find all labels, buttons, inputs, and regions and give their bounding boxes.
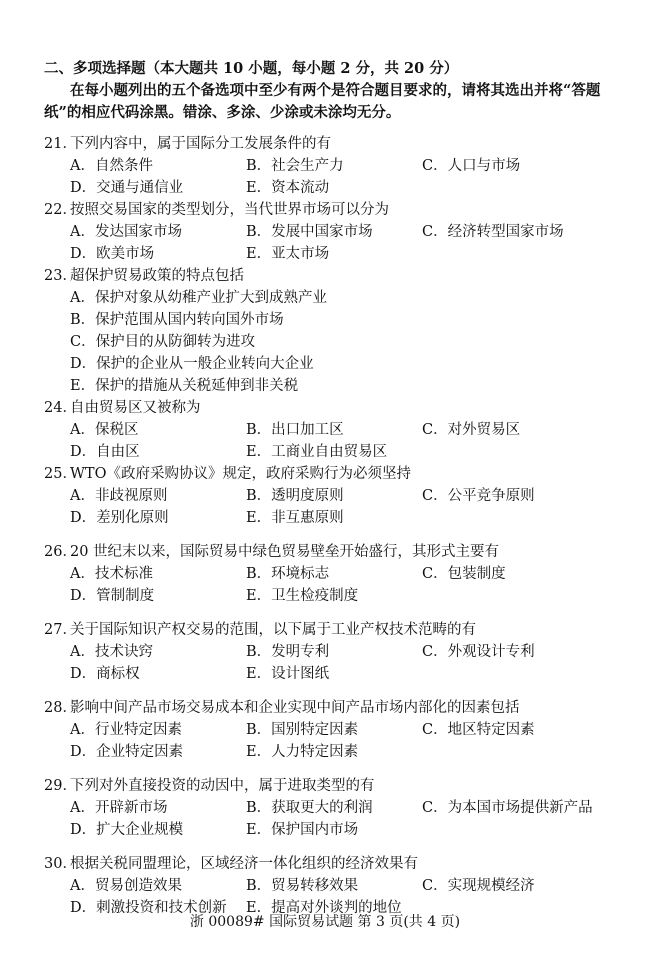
option-c: C．包装制度: [422, 566, 506, 582]
option-c: C．为本国市场提供新产品: [422, 800, 593, 816]
question-stem: [44, 397, 634, 419]
option-a: A．贸易创造效果: [70, 878, 182, 894]
option-row: [70, 797, 634, 819]
option-e: E．保护的措施从关税延伸到非关税: [70, 378, 299, 394]
option-row: [70, 641, 634, 663]
option-d: D．保护的企业从一般企业转向大企业: [70, 356, 314, 372]
option-row: [70, 243, 634, 265]
option-b: B．社会生产力: [246, 158, 344, 174]
option-a: A．开辟新市场: [70, 800, 168, 816]
question-number: 25．: [44, 466, 77, 482]
question-number: 24．: [44, 400, 77, 416]
option-a: A．保税区: [70, 422, 139, 438]
option-c: C．外观设计专利: [422, 644, 535, 660]
option-b: B．出口加工区: [246, 422, 344, 438]
option-b: B．贸易转移效果: [246, 878, 359, 894]
question-text: 影响中间产品市场交易成本和企业实现中间产品市场内部化的因素包括: [70, 700, 520, 716]
question-28: [44, 697, 634, 763]
option-d: D．自由区: [70, 444, 140, 460]
option-e: E．提高对外谈判的地位: [246, 900, 402, 916]
option-row: [70, 875, 634, 897]
option-row: [70, 485, 634, 507]
question-29: [44, 775, 634, 841]
question-stem: [44, 265, 634, 287]
option-d: D．企业特定因素: [70, 744, 184, 760]
option-b: B．发明专利: [246, 644, 330, 660]
option-b: B．透明度原则: [246, 488, 344, 504]
question-number: 29．: [44, 778, 77, 794]
question-text: 自由贸易区又被称为: [70, 400, 201, 416]
question-30: [44, 853, 634, 919]
option-group: [44, 221, 634, 265]
question-stem: [44, 619, 634, 641]
section-instruction-line2: 纸”的相应代码涂黑。错涂、多涂、少涂或未涂均无分。: [44, 104, 401, 121]
option-row: [70, 585, 634, 607]
question-23: [44, 265, 634, 397]
option-c: C．人口与市场: [422, 158, 521, 174]
option-b: B．环境标志: [246, 566, 330, 582]
question-text: 根据关税同盟理论，区域经济一体化组织的经济效果有: [70, 856, 418, 872]
option-b: B．国别特定因素: [246, 722, 359, 738]
option-c: C．对外贸易区: [422, 422, 521, 438]
question-24: [44, 397, 634, 463]
page-footer: 浙 00089# 国际贸易试题 第 3 页(共 4 页): [189, 914, 461, 930]
question-stem: [44, 697, 634, 719]
question-stem: [44, 463, 634, 485]
option-row: [70, 719, 634, 741]
option-d: D．差别化原则: [70, 510, 169, 526]
question-number: 27．: [44, 622, 77, 638]
question-text: 按照交易国家的类型划分，当代世界市场可以分为: [70, 202, 389, 218]
option-row: [70, 419, 634, 441]
question-list: [44, 133, 634, 919]
option-d: D．刺激投资和技术创新: [70, 900, 227, 916]
option-c: C．经济转型国家市场: [422, 224, 564, 240]
option-d: D．管制制度: [70, 588, 155, 604]
question-number: 22．: [44, 202, 77, 218]
option-row: [70, 507, 634, 529]
option-e: E．亚太市场: [246, 246, 330, 262]
question-stem: [44, 133, 634, 155]
option-d: D．扩大企业规模: [70, 822, 184, 838]
question-text: 下列内容中，属于国际分工发展条件的有: [70, 136, 331, 152]
option-group: [44, 287, 634, 397]
option-a: A．自然条件: [70, 158, 153, 174]
question-text: 20 世纪末以来，国际贸易中绿色贸易壁垒开始盛行，其形式主要有: [70, 544, 500, 560]
option-group: [44, 485, 634, 529]
option-d: D．商标权: [70, 666, 140, 682]
option-e: E．卫生检疫制度: [246, 588, 359, 604]
question-text: 关于国际知识产权交易的范围，以下属于工业产权技术范畴的有: [70, 622, 476, 638]
option-group: [44, 563, 634, 607]
option-row: [70, 221, 634, 243]
option-c: C．地区特定因素: [422, 722, 535, 738]
option-row: [70, 441, 634, 463]
option-b: B．获取更大的利润: [246, 800, 373, 816]
question-number: 26．: [44, 544, 77, 560]
option-group: [44, 797, 634, 841]
question-stem: [44, 775, 634, 797]
option-group: [44, 419, 634, 463]
option-e: E．资本流动: [246, 180, 330, 196]
option-b: B．发展中国家市场: [246, 224, 373, 240]
section-instruction-line1: 在每小题列出的五个备选项中至少有两个是符合题目要求的，请将其选出并将“答题: [70, 82, 601, 99]
question-22: [44, 199, 634, 265]
question-27: [44, 619, 634, 685]
option-group: [44, 719, 634, 763]
question-stem: [44, 541, 634, 563]
question-number: 30．: [44, 856, 77, 872]
option-row: [70, 663, 634, 685]
option-row: [70, 155, 634, 177]
option-a: A．技术标准: [70, 566, 153, 582]
question-text: 下列对外直接投资的动因中，属于进取类型的有: [70, 778, 375, 794]
option-group: [44, 641, 634, 685]
question-number: 23．: [44, 268, 77, 284]
question-text: 超保护贸易政策的特点包括: [70, 268, 244, 284]
option-a: A．发达国家市场: [70, 224, 182, 240]
question-26: [44, 541, 634, 607]
option-row: [70, 741, 634, 763]
option-c: C．公平竞争原则: [422, 488, 535, 504]
option-a: A．行业特定因素: [70, 722, 182, 738]
option-e: E．工商业自由贸易区: [246, 444, 388, 460]
option-a: A．保护对象从幼稚产业扩大到成熟产业: [70, 290, 327, 306]
question-number: 28．: [44, 700, 77, 716]
question-number: 21．: [44, 136, 77, 152]
option-a: A．技术诀窍: [70, 644, 153, 660]
option-e: E．设计图纸: [246, 666, 330, 682]
option-b: B．保护范围从国内转向国外市场: [70, 312, 284, 328]
option-group: [44, 155, 634, 199]
option-row: [70, 563, 634, 585]
option-c: C．实现规模经济: [422, 878, 535, 894]
option-row: [70, 177, 634, 199]
question-25: [44, 463, 634, 529]
section-header: [44, 58, 624, 124]
question-text: WTO《政府采购协议》规定，政府采购行为必须坚持: [70, 466, 411, 482]
option-e: E．人力特定因素: [246, 744, 359, 760]
option-c: C．保护目的从防御转为进攻: [70, 334, 256, 350]
option-d: D．交通与通信业: [70, 180, 184, 196]
question-stem: [44, 199, 634, 221]
option-a: A．非歧视原则: [70, 488, 168, 504]
option-e: E．非互惠原则: [246, 510, 344, 526]
question-21: [44, 133, 634, 199]
option-e: E．保护国内市场: [246, 822, 359, 838]
option-d: D．欧美市场: [70, 246, 155, 262]
option-row: [70, 819, 634, 841]
section-title: 二、多项选择题（本大题共 10 小题，每小题 2 分，共 20 分）: [44, 60, 459, 77]
question-stem: [44, 853, 634, 875]
